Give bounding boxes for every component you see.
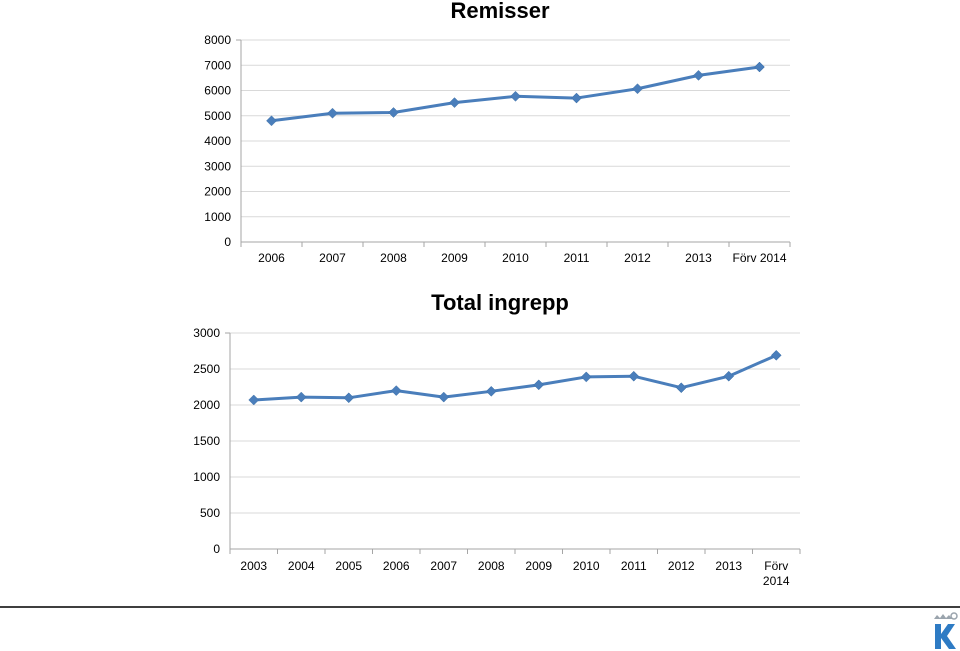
y-tick-label: 2000: [204, 184, 231, 199]
y-tick-label: 7000: [204, 58, 231, 73]
y-tick-label: 5000: [204, 108, 231, 123]
data-point: [450, 98, 460, 108]
x-tick-label: 2013: [715, 559, 743, 573]
y-tick-label: 1000: [193, 470, 220, 484]
x-tick-label: 2011: [563, 251, 590, 265]
x-tick-label: 2011: [620, 559, 647, 573]
data-point: [267, 116, 277, 126]
x-tick-label: 2009: [525, 559, 553, 573]
y-tick-label: 2500: [193, 362, 220, 376]
data-point: [328, 108, 338, 118]
x-tick-label: 2008: [477, 559, 505, 573]
x-tick-label: 2013: [685, 251, 712, 265]
y-tick-label: 0: [213, 542, 220, 556]
y-tick-label: 0: [224, 235, 231, 249]
y-tick-label: 8000: [204, 33, 231, 47]
x-tick-label: 2006: [382, 559, 410, 573]
x-tick-label: Förv 2014: [732, 251, 787, 265]
x-tick-label: 2007: [319, 251, 346, 265]
x-tick-label: 2005: [335, 559, 363, 573]
data-point: [694, 70, 704, 80]
y-tick-label: 3000: [204, 159, 231, 174]
data-point: [511, 91, 521, 101]
chart-title-remisser: Remisser: [450, 0, 550, 23]
y-tick-label: 2000: [193, 398, 220, 412]
x-tick-label: 2010: [572, 559, 600, 573]
chart-title-total-ingrepp: Total ingrepp: [431, 290, 569, 315]
y-tick-label: 500: [199, 506, 220, 520]
y-tick-label: 6000: [204, 83, 231, 98]
data-point: [572, 93, 582, 103]
x-tick-label: 2003: [240, 559, 268, 573]
x-tick-label: 2004: [287, 559, 315, 573]
x-tick-label: 2008: [380, 251, 407, 265]
x-tick-label: 2009: [441, 251, 468, 265]
x-tick-label: 2014: [762, 574, 790, 588]
x-tick-label: 2012: [667, 559, 695, 573]
crown-k-logo-icon: [932, 612, 958, 650]
y-tick-label: 4000: [204, 134, 231, 148]
footer-divider: [0, 606, 960, 608]
x-tick-label: 2010: [502, 251, 529, 265]
y-tick-label: 1500: [193, 434, 220, 448]
y-tick-label: 1000: [204, 209, 231, 224]
x-tick-label: Förv: [764, 559, 789, 573]
x-tick-label: 2006: [258, 251, 285, 265]
data-point: [633, 84, 643, 94]
data-point: [755, 62, 765, 72]
x-tick-label: 2007: [430, 559, 458, 573]
x-tick-label: 2012: [624, 251, 651, 265]
y-tick-label: 3000: [193, 326, 220, 340]
